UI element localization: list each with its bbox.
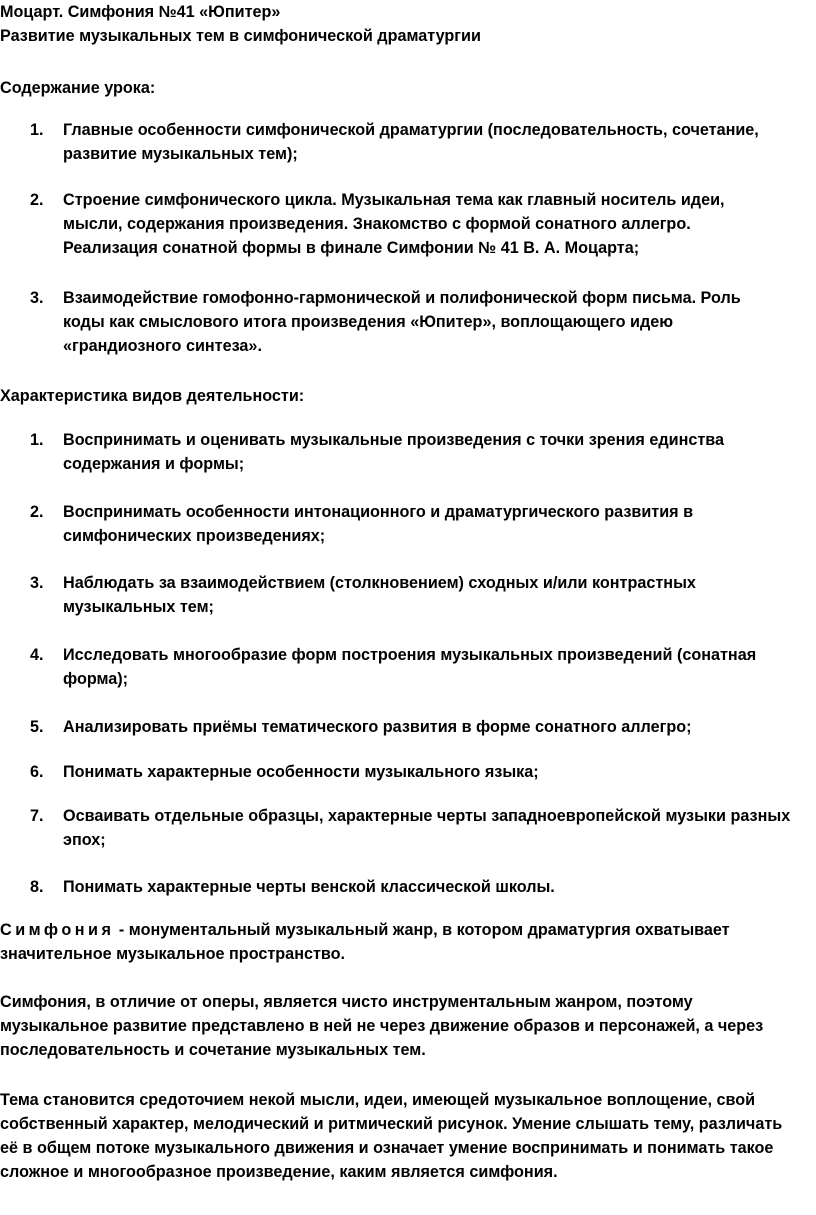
document-header bbox=[0, 0, 812, 48]
paragraph-symphony-definition: Симфония - монументальный музыкальный жанр, в котором драматургия охватывает значительное музыкальное пространство. bbox=[0, 921, 730, 963]
list-item-text: Наблюдать за взаимодействием (столкновением) сходных и/или контрастных музыкальных тем; bbox=[63, 574, 696, 616]
list-item-text: Понимать характерные особенности музыкального языка; bbox=[63, 763, 539, 781]
lesson-content-heading: Содержание урока: bbox=[0, 79, 156, 97]
list-number: 5. bbox=[30, 718, 44, 736]
list-item-text: Взаимодействие гомофонно-гармонической и полифонической форм письма. Роль коды как смыслового итога произведения «Юпитер», воплощающего идею «грандиозного синтеза». bbox=[63, 289, 741, 355]
document-title: Моцарт. Симфония №41 «Юпитер» bbox=[0, 3, 281, 21]
list-number: 1. bbox=[30, 431, 44, 449]
list-number: 7. bbox=[30, 807, 44, 825]
list-item-text: Воспринимать особенности интонационного и драматургического развития в симфонических произведениях; bbox=[63, 503, 694, 545]
list-number: 6. bbox=[30, 763, 44, 781]
list-number: 8. bbox=[30, 878, 44, 896]
list-item-text: Главные особенности симфонической драматургии (последовательность, сочетание, развитие музыкальных тем); bbox=[63, 121, 759, 163]
activities-heading: Характеристика видов деятельности: bbox=[0, 387, 305, 405]
list-number: 2. bbox=[30, 503, 44, 521]
list-item-text: Осваивать отдельные образцы, характерные черты западноевропейской музыки разных эпох; bbox=[63, 807, 791, 849]
list-item-text: Строение симфонического цикла. Музыкальная тема как главный носитель идеи, мысли, содержания произведения. Знакомство с формой сонатного аллегро. Реализация сонатной формы в финале Симфонии № 41 В. А. Моцарта; bbox=[63, 191, 725, 257]
spaced-term: Симфония bbox=[0, 921, 115, 939]
paragraph-theme: Тема становится средоточием некой мысли, идеи, имеющей музыкальное воплощение, свой собственный характер, мелодический и ритмический рисунок. Умение слышать тему, различать её в общем потоке музыкального движения и означает умение воспринимать и понимать такое сложное и многообразное произведение, каким является симфония. bbox=[0, 1091, 783, 1181]
list-number: 2. bbox=[30, 191, 44, 209]
list-item-text: Воспринимать и оценивать музыкальные произведения с точки зрения единства содержания и формы; bbox=[63, 431, 725, 473]
list-item-text: Исследовать многообразие форм построения музыкальных произведений (сонатная форма); bbox=[63, 646, 757, 688]
list-item-text: Понимать характерные черты венской классической школы. bbox=[63, 878, 555, 896]
list-number: 1. bbox=[30, 121, 44, 139]
list-number: 3. bbox=[30, 289, 44, 307]
list-item-text: Анализировать приёмы тематического развития в форме сонатного аллегро; bbox=[63, 718, 692, 736]
document-subtitle: Развитие музыкальных тем в симфонической драматургии bbox=[0, 27, 481, 45]
paragraph-symphony-genre: Симфония, в отличие от оперы, является чисто инструментальным жанром, поэтому музыкальное развитие представлено в ней не через движение образов и персонажей, а через последовательность и сочетание музыкальных тем. bbox=[0, 993, 764, 1059]
list-number: 3. bbox=[30, 574, 44, 592]
list-number: 4. bbox=[30, 646, 44, 664]
